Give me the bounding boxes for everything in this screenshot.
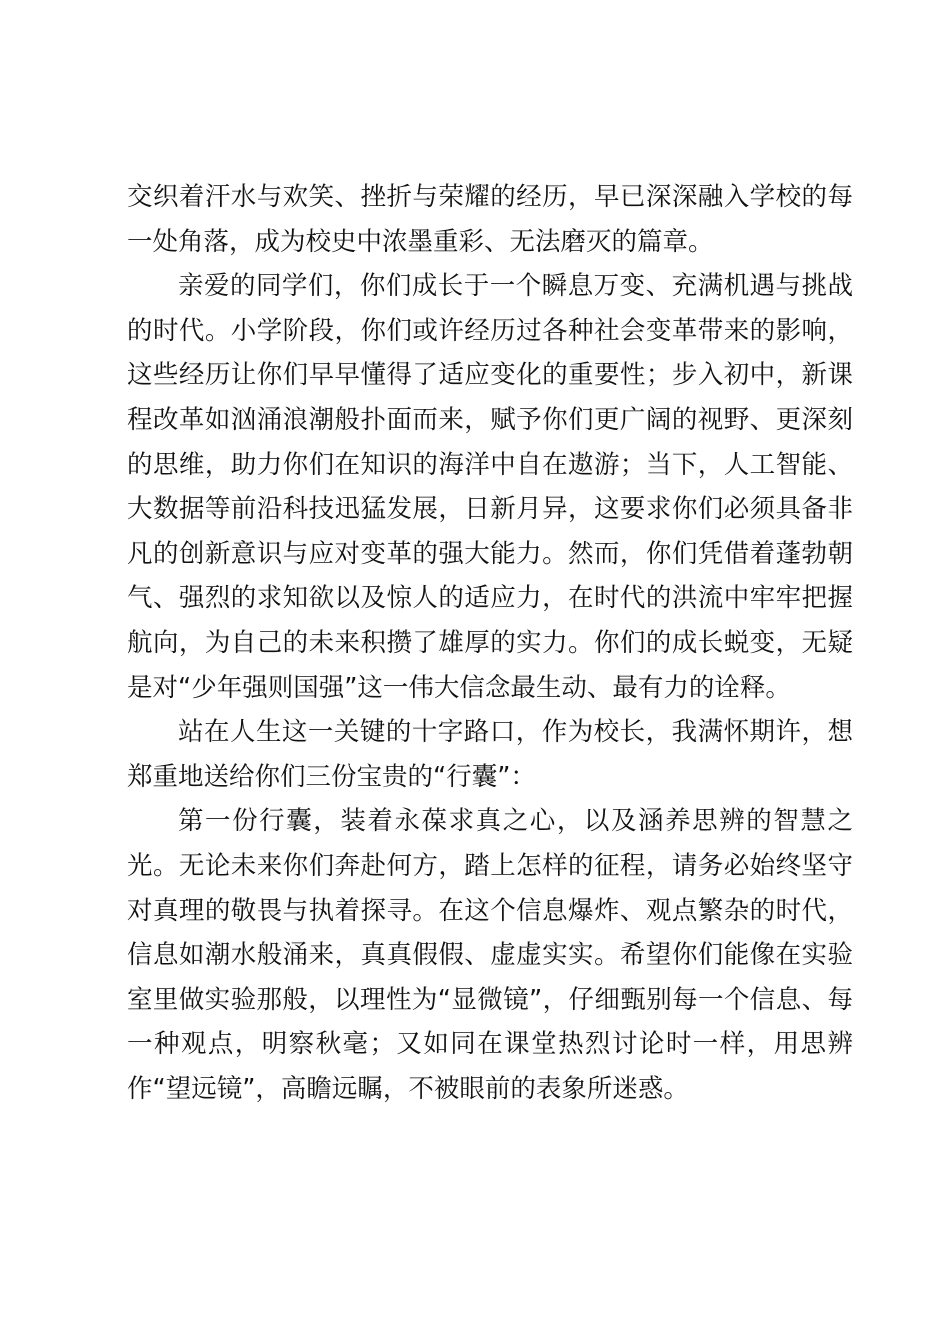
paragraph-4: 第一份行囊，装着永葆求真之心，以及涵养思辨的智慧之光。无论未来你们奔赴何方，踏上怎样的征程，请务必始终坚守对真理的敬畏与执着探寻。在这个信息爆炸、观点繁杂的时代，信息如潮水般涌来，真真假假、虚虚实实。希望你们能像在实验室里做实验那般，以理性为“显微镜”，仔细甄别每一个信息、每一种观点，明察秋毫；又如同在课堂热烈讨论时一样，用思辨作“望远镜”，高瞻远瞩，不被眼前的表象所迷惑。 [127,806,853,1104]
paragraph-2: 亲爱的同学们，你们成长于一个瞬息万变、充满机遇与挑战的时代。小学阶段，你们或许经历过各种社会变革带来的影响，这些经历让你们早早懂得了适应变化的重要性；步入初中，新课程改革如汹涌浪潮般扑面而来，赋予你们更广阔的视野、更深刻的思维，助力你们在知识的海洋中自在遨游；当下，人工智能、大数据等前沿科技迅猛发展，日新月异，这要求你们必须具备非凡的创新意识与应对变革的强大能力。然而，你们凭借着蓬勃朝气、强烈的求知欲以及惊人的适应力，在时代的洪流中牢牢把握航向，为自己的未来积攒了雄厚的实力。你们的成长蜕变，无疑是对“少年强则国强”这一伟大信念最生动、最有力的诠释。 [127,271,853,703]
document-body [127,175,853,1111]
paragraph-1: 交织着汗水与欢笑、挫折与荣耀的经历，早已深深融入学校的每一处角落，成为校史中浓墨重彩、无法磨灭的篇章。 [127,182,853,257]
paragraph-3: 站在人生这一关键的十字路口，作为校长，我满怀期许，想郑重地送给你们三份宝贵的“行囊”： [127,717,853,792]
